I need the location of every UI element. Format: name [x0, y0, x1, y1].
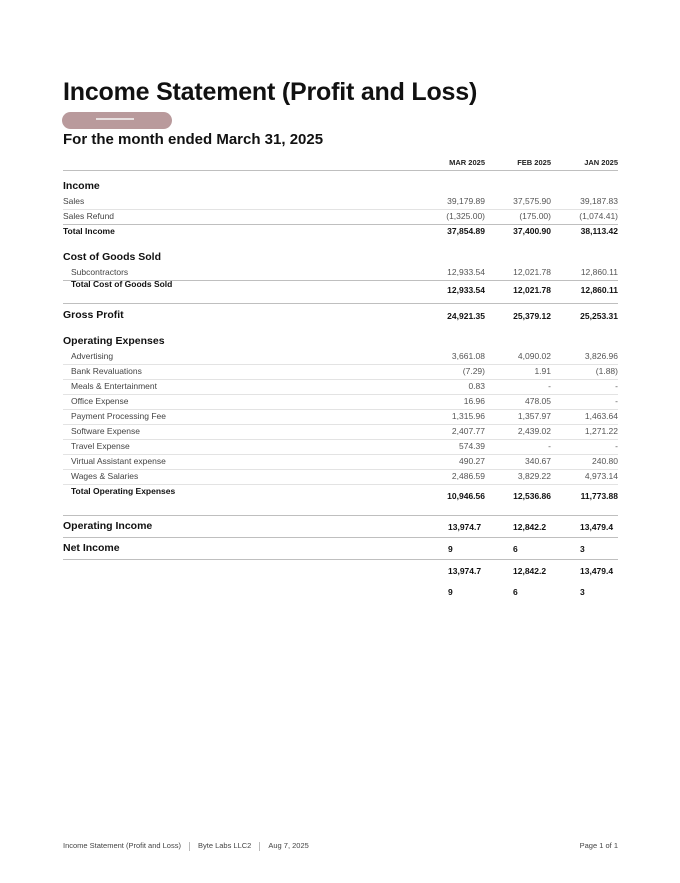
value-feb: 4,090.02 [517, 351, 551, 361]
section-divider [63, 515, 618, 516]
value-feb: (175.00) [519, 211, 551, 221]
row-label: Total Cost of Goods Sold [71, 279, 173, 289]
column-header-feb: FEB 2025 [517, 158, 551, 167]
value-jan: 3,826.96 [584, 351, 618, 361]
section-heading-income: Income [63, 180, 100, 192]
row-label: Sales [63, 196, 85, 206]
table-row [63, 471, 618, 485]
value-jan: 12,860.11 [580, 267, 618, 277]
section-divider [63, 537, 618, 538]
value-mar: 24,921.35 [447, 311, 485, 321]
row-divider [63, 409, 618, 410]
row-label: Wages & Salaries [71, 471, 139, 481]
value-jan: - [615, 381, 618, 391]
value-feb: 25,379.12 [513, 311, 551, 321]
table-row [63, 196, 618, 210]
table-row [63, 366, 618, 380]
value-jan: 1,463.64 [584, 411, 618, 421]
footer-report-name: Income Statement (Profit and Loss) [63, 841, 181, 850]
footer-page-number: Page 1 of 1 [579, 841, 618, 850]
section-heading-cogs: Cost of Goods Sold [63, 251, 161, 263]
value-jan: 11,773.88 [580, 491, 618, 501]
value-mar: 10,946.56 [447, 491, 485, 501]
value-mar: 12,933.54 [447, 285, 485, 295]
value-mar: 2,407.77 [451, 426, 485, 436]
value-jan: (1.88) [595, 366, 618, 376]
row-label: Subcontractors [71, 267, 129, 277]
value-mar: 574.39 [459, 441, 485, 451]
row-divider [63, 394, 618, 395]
value-feb: 478.05 [525, 396, 551, 406]
column-header-jan: JAN 2025 [584, 158, 618, 167]
row-label: Virtual Assistant expense [71, 456, 166, 466]
value-feb: 12,021.78 [513, 267, 551, 277]
value-mar: 490.27 [459, 456, 485, 466]
net-income-repeat-jan: 13,479.4 [580, 566, 614, 576]
table-row [63, 441, 618, 455]
row-label: Operating Income [63, 520, 153, 532]
value-feb: 340.67 [525, 456, 551, 466]
value-feb: 3,829.22 [517, 471, 551, 481]
value-jan: - [615, 441, 618, 451]
value-feb: 1,357.97 [517, 411, 551, 421]
value-mar: 0.83 [468, 381, 485, 391]
report-title: Income Statement (Profit and Loss) [63, 78, 478, 106]
header-divider [63, 170, 618, 171]
table-row [63, 351, 618, 365]
row-label: Total Operating Expenses [71, 486, 176, 496]
value-feb: 12,536.86 [513, 491, 551, 501]
value-jan: 240.80 [592, 456, 618, 466]
value-mar: 16.96 [463, 396, 485, 406]
row-label: Meals & Entertainment [71, 381, 157, 391]
row-divider [63, 469, 618, 470]
report-period: For the month ended March 31, 2025 [63, 131, 324, 148]
value-jan: 39,187.83 [580, 196, 618, 206]
value-feb: 37,400.90 [513, 226, 551, 236]
table-row [63, 381, 618, 395]
row-divider [63, 439, 618, 440]
net-income-repeat-feb: 12,842.2 [513, 566, 547, 576]
row-label: Software Expense [71, 426, 140, 436]
row-divider [63, 424, 618, 425]
value-feb: 2,439.02 [517, 426, 551, 436]
value-feb: - [548, 441, 551, 451]
section-divider [63, 303, 618, 304]
row-divider [63, 379, 618, 380]
table-row [63, 426, 618, 440]
net-income-jan: 3 [580, 544, 585, 554]
value-mar: 37,854.89 [447, 226, 485, 236]
row-label: Advertising [71, 351, 114, 361]
row-label: Sales Refund [63, 211, 115, 221]
value-feb: - [548, 381, 551, 391]
total-row-opex-values [63, 491, 618, 505]
value-mar: 12,933.54 [447, 267, 485, 277]
row-label: Net Income [63, 542, 120, 554]
operating-income-mar: 13,974.7 [448, 522, 482, 532]
row-label: Office Expense [71, 396, 129, 406]
value-jan: (1,074.41) [579, 211, 618, 221]
value-mar: 2,486.59 [451, 471, 485, 481]
row-divider [63, 364, 618, 365]
operating-income-feb: 12,842.2 [513, 522, 547, 532]
row-label: Travel Expense [71, 441, 130, 451]
row-divider [63, 454, 618, 455]
table-row [63, 211, 618, 225]
footer-separator [189, 842, 190, 851]
value-jan: 38,113.42 [580, 226, 618, 236]
footer-company: Byte Labs LLC2 [197, 841, 252, 850]
net-income-row [63, 542, 618, 558]
value-mar: 3,661.08 [451, 351, 485, 361]
redaction-mark [96, 118, 134, 120]
value-jan: 1,271.22 [584, 426, 618, 436]
net-income-tail-mar: 9 [448, 587, 453, 597]
net-income-repeat-mar: 13,974.7 [448, 566, 482, 576]
net-income-tail-jan: 3 [580, 587, 585, 597]
table-row [63, 411, 618, 425]
total-row-income [63, 226, 618, 240]
page-footer [63, 841, 618, 851]
row-divider [63, 224, 618, 225]
value-jan: - [615, 396, 618, 406]
net-income-tail-feb: 6 [513, 587, 518, 597]
row-divider [63, 209, 618, 210]
total-row-cogs-values [63, 285, 618, 299]
value-feb: 12,021.78 [513, 285, 551, 295]
row-divider [63, 484, 618, 485]
column-header-mar: MAR 2025 [449, 158, 485, 167]
value-mar: 1,315.96 [451, 411, 485, 421]
operating-income-jan: 13,479.4 [580, 522, 614, 532]
gross-profit-row [63, 309, 618, 325]
net-income-mar: 9 [448, 544, 453, 554]
value-jan: 4,973.14 [584, 471, 618, 481]
footer-date: Aug 7, 2025 [268, 841, 309, 850]
value-jan: 25,253.31 [580, 311, 618, 321]
row-label: Total Income [63, 226, 115, 236]
row-label: Gross Profit [63, 309, 124, 321]
value-mar: (7.29) [462, 366, 485, 376]
footer-separator [259, 842, 260, 851]
value-feb: 1.91 [534, 366, 551, 376]
value-mar: 39,179.89 [447, 196, 485, 206]
row-label: Bank Revaluations [71, 366, 142, 376]
redacted-company-name [62, 112, 172, 129]
table-row [63, 396, 618, 410]
value-feb: 37,575.90 [513, 196, 551, 206]
section-heading-opex: Operating Expenses [63, 335, 165, 347]
value-mar: (1,325.00) [446, 211, 485, 221]
table-row [63, 456, 618, 470]
net-income-feb: 6 [513, 544, 518, 554]
section-divider [63, 559, 618, 560]
value-jan: 12,860.11 [580, 285, 618, 295]
row-label: Payment Processing Fee [71, 411, 166, 421]
